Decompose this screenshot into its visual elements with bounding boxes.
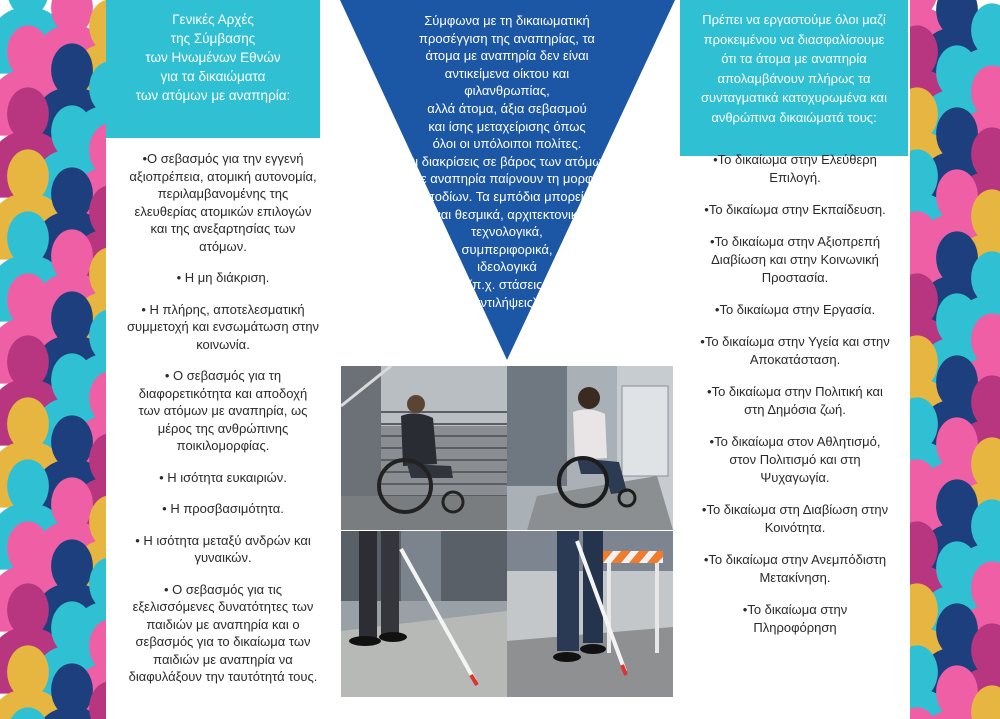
right-heading-box xyxy=(680,0,908,156)
principle-item-line: μέρος της ανθρώπινης xyxy=(157,420,289,436)
left-heading-line: των ατόμων με αναπηρία: xyxy=(135,88,291,103)
principle-item-line: συμμετοχή και ενσωμάτωση στην xyxy=(126,319,320,334)
right-item-line: •Το δικαίωμα στον Αθλητισμό, xyxy=(709,434,881,449)
principle-item-line: αξιοπρέπεια, ατομική αυτονομία, xyxy=(129,168,317,184)
triangle-line: αλλά άτομα, άξια σεβασμού xyxy=(427,100,587,116)
triangle-line: είναι θεσμικά, αρχιτεκτονικά, xyxy=(425,206,589,222)
right-heading-line: ανθρώπινα δικαιώματά τους: xyxy=(711,109,877,125)
triangle-line: όλοι οι υπόλοιποι πολίτες. xyxy=(432,136,582,152)
left-heading-line: Γενικές Αρχές xyxy=(172,12,254,27)
right-item xyxy=(682,551,908,587)
right-item-line: •Το δικαίωμα στην Υγεία και στην xyxy=(700,334,890,349)
principle-item-line: διαφορετικότητα και αποδοχή xyxy=(138,385,308,401)
principle-item-line: γυναικών. xyxy=(194,550,252,565)
principle-item xyxy=(110,469,336,487)
triangle-line: εμποδίων. Τα εμπόδια μπορεί να xyxy=(412,188,602,204)
triangle-line: φιλανθρωπίας, xyxy=(464,83,550,99)
right-item xyxy=(682,151,908,187)
principle-item-line: • Ο σεβασμός για τη xyxy=(164,368,282,383)
right-item-line: •Το δικαίωμα στην xyxy=(742,602,848,617)
right-heading-line: ότι τα άτομα με αναπηρία xyxy=(721,51,867,66)
principle-item-line: των ατόμων με αναπηρία, ως xyxy=(138,403,308,418)
right-item xyxy=(682,433,908,487)
principle-item xyxy=(110,581,336,686)
triangle-line: (π.χ. στάσεις, xyxy=(467,276,547,292)
photo-road-barrier xyxy=(507,531,673,697)
principle-item-line: ελευθερίας ατομικών επιλογών xyxy=(134,203,312,219)
right-item-line: στον Πολιτισμό και στη xyxy=(729,452,861,467)
principle-item-line: ποικιλομορφίας. xyxy=(176,438,270,453)
principle-item-line: • Η πλήρης, αποτελεσματική xyxy=(141,301,305,317)
principle-item-line: παιδιών με αναπηρία και ο xyxy=(146,616,300,632)
triangle-line: αντιλήψεις). xyxy=(473,294,541,310)
principle-item-line: διαφυλάξουν την ταυτότητά τους. xyxy=(128,669,318,684)
principle-item-line: • Η προσβασιμότητα. xyxy=(162,501,284,516)
left-heading-box xyxy=(106,0,320,138)
principles-list xyxy=(110,150,336,700)
right-item-line: Κοινότητα. xyxy=(764,520,826,535)
right-item-line: Πληροφόρηση xyxy=(753,620,837,635)
right-item xyxy=(682,383,908,419)
right-heading-line: Πρέπει να εργαστούμε όλοι μαζί xyxy=(702,12,886,27)
right-item xyxy=(682,233,908,287)
principle-item-line: ατόμων. xyxy=(199,238,247,254)
principle-item xyxy=(110,150,336,255)
photo-wheelchair-stairs xyxy=(341,366,507,530)
right-item xyxy=(682,333,908,369)
triangle-text xyxy=(382,12,632,311)
principle-item-line: κοινωνία. xyxy=(196,336,250,352)
triangle-line: αντικείμενα οίκτου και xyxy=(444,65,570,81)
left-heading-line: της Σύμβασης xyxy=(170,31,256,46)
principle-item xyxy=(110,500,336,518)
principle-item-line: παιδιών με αναπηρία να xyxy=(153,651,293,667)
right-item-line: Διαβίωση και στην Κοινωνική xyxy=(711,252,879,267)
right-item-line: •Το δικαίωμα στην Ανεμπόδιστη xyxy=(703,552,887,567)
right-item-line: •Το δικαίωμα στη Διαβίωση στην xyxy=(701,502,889,517)
right-item-line: •Το δικαίωμα στην Εργασία. xyxy=(714,302,876,317)
principle-item-line: περιλαμβανομένης της xyxy=(157,186,289,201)
principle-item xyxy=(110,301,336,354)
principle-item-line: • Η ισότητα ευκαιριών. xyxy=(159,469,287,485)
right-item-line: •Το δικαίωμα στην Εκπαίδευση. xyxy=(704,202,886,217)
principle-item-line: • Ο σεβασμός για τις xyxy=(163,581,283,597)
right-item xyxy=(682,601,908,637)
triangle-line: προσέγγιση της αναπηρίας, τα xyxy=(419,30,595,46)
photo-white-cane-street xyxy=(341,531,507,697)
rights-list xyxy=(682,151,908,651)
principle-item xyxy=(110,532,336,567)
right-item-line: Μετακίνηση. xyxy=(759,570,831,585)
principle-item-line: • Η ισότητα μεταξύ ανδρών και xyxy=(135,532,311,548)
principle-item-line: και της ανεξαρτησίας των xyxy=(150,221,296,236)
right-item-line: •Το δικαίωμα στην Αξιοπρεπή xyxy=(709,234,881,249)
right-heading-line: προκειμένου να διασφαλίσουμε xyxy=(703,31,885,47)
right-item-line: στη Δημόσια ζωή. xyxy=(744,402,846,417)
principle-item xyxy=(110,367,336,455)
principle-item-line: σεβασμός για το δικαίωμα των xyxy=(135,634,311,649)
photo-platform-lift xyxy=(507,366,673,530)
right-item-line: Ψυχαγωγία. xyxy=(760,470,830,485)
right-item-line: •Το δικαίωμα στην Πολιτική και xyxy=(707,384,883,399)
left-heading-line: για τα δικαιώματα xyxy=(160,69,266,84)
principle-item xyxy=(110,269,336,287)
triangle-line: Οι διακρίσεις σε βάρος των ατόμων xyxy=(405,153,609,169)
triangle-line: ιδεολογικά xyxy=(477,259,537,275)
triangle-line: συμπεριφορικά, xyxy=(461,241,553,257)
triangle-line: με αναπηρία παίρνουν τη μορφή xyxy=(413,171,601,187)
right-item-line: •Το δικαίωμα στην Ελεύθερη xyxy=(713,152,877,167)
left-heading-line: των Ηνωμένων Εθνών xyxy=(145,50,281,65)
right-item-line: Αποκατάσταση. xyxy=(749,352,841,367)
right-item xyxy=(682,501,908,537)
right-item-line: Προστασία. xyxy=(761,270,829,285)
triangle-line: και ίσης μεταχείρισης όπως xyxy=(428,118,586,134)
right-heading-line: συνταγματικά κατοχυρωμένα και xyxy=(701,90,887,105)
principle-item-line: •Ο σεβασμός για την εγγενή xyxy=(142,151,304,166)
right-item-line: Επιλογή. xyxy=(769,170,821,185)
right-item xyxy=(682,201,908,219)
triangle-line: τεχνολογικά, xyxy=(471,224,543,240)
triangle-line: Σύμφωνα με τη δικαιωματική xyxy=(424,13,590,28)
triangle-line: άτομα με αναπηρία δεν είναι xyxy=(425,48,589,64)
right-heading-line: απολαμβάνουν πλήρως τα xyxy=(717,70,871,86)
principle-item-line: εξελισσόμενες δυνατότητες των xyxy=(132,599,314,614)
principle-item-line: • Η μη διάκριση. xyxy=(176,270,270,285)
right-item xyxy=(682,301,908,319)
